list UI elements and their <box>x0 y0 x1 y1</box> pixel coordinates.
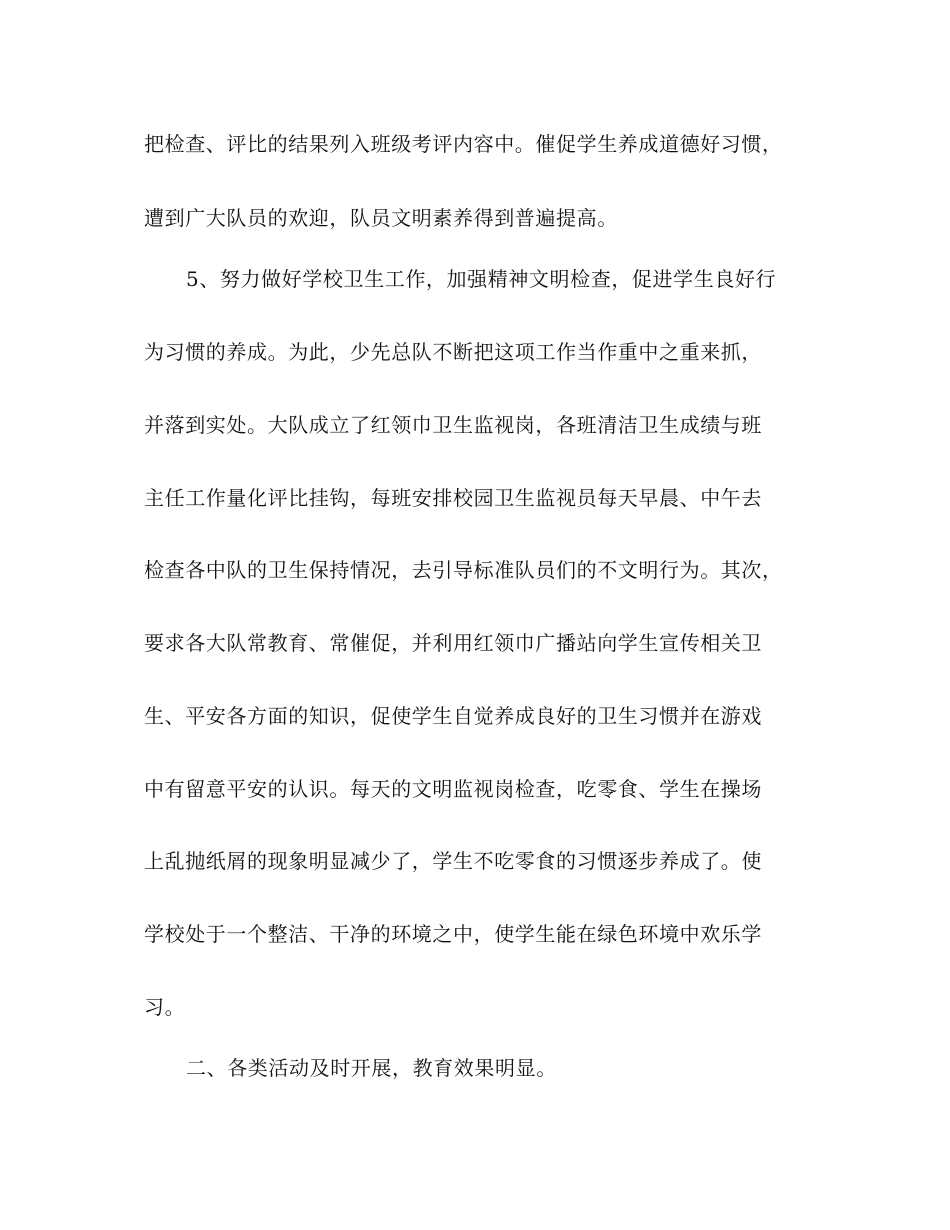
section-heading: 二、各类活动及时开展，教育效果明显。 <box>186 1056 557 1080</box>
text-line: 把检查、评比的结果列入班级考评内容中。催促学生养成道德好习惯， <box>144 132 783 156</box>
text-line: 学校处于一个整洁、干净的环境之中，使学生能在绿色环境中欢乐学 <box>144 922 762 946</box>
text-line: 上乱抛纸屑的现象明显减少了，学生不吃零食的习惯逐步养成了。使 <box>144 849 762 873</box>
text-line: 并落到实处。大队成立了红领巾卫生监视岗，各班清洁卫生成绩与班 <box>144 413 762 437</box>
text-line: 检查各中队的卫生保持情况，去引导标准队员们的不文明行为。其次， <box>144 558 783 582</box>
text-line: 主任工作量化评比挂钩，每班安排校园卫生监视员每天早晨、中午去 <box>144 486 762 510</box>
text-line: 中有留意平安的认识。每天的文明监视岗检查，吃零食、学生在操场 <box>144 777 762 801</box>
text-line: 为习惯的养成。为此，少先总队不断把这项工作当作重中之重来抓， <box>144 340 762 364</box>
text-line: 习。 <box>144 995 186 1019</box>
text-line: 生、平安各方面的知识，促使学生自觉养成良好的卫生习惯并在游戏 <box>144 704 762 728</box>
paragraph-start-line: 5、努力做好学校卫生工作，加强精神文明检查，促进学生良好行 <box>186 267 777 291</box>
text-line: 遭到广大队员的欢迎，队员文明素养得到普遍提高。 <box>144 206 618 230</box>
text-line: 要求各大队常教育、常催促，并利用红领巾广播站向学生宣传相关卫 <box>144 631 762 655</box>
